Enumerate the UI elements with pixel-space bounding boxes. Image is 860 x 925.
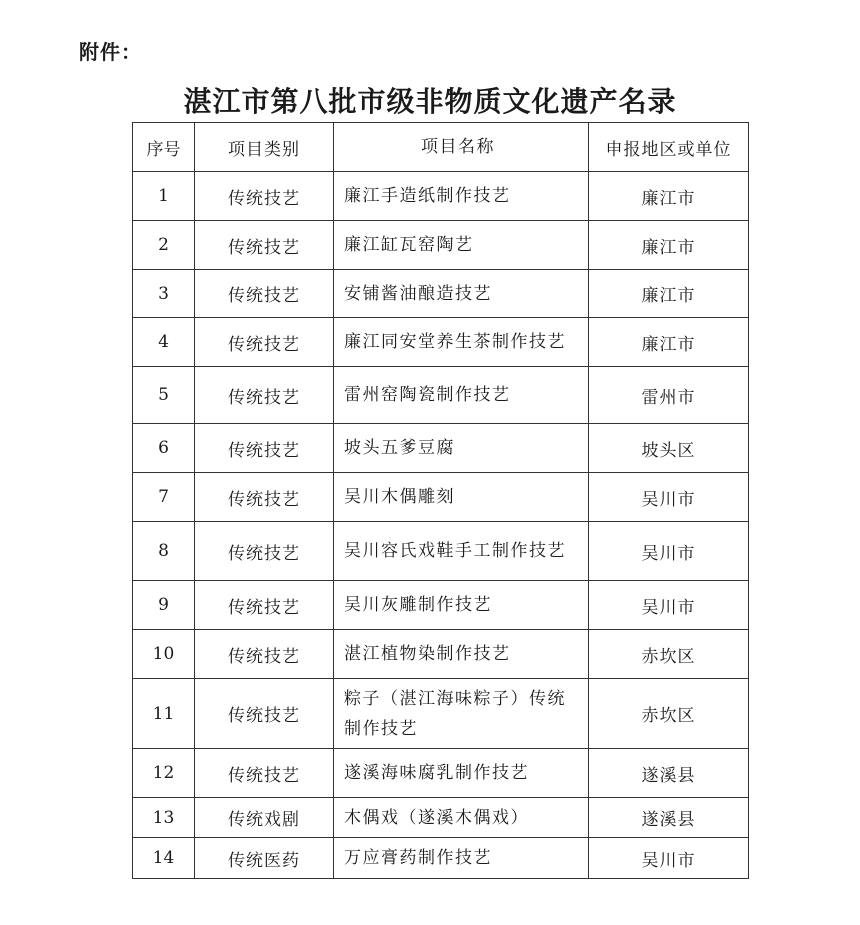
table-row — [133, 838, 749, 879]
row-name: 遂溪海味腐乳制作技艺 — [334, 749, 589, 798]
row-name: 廉江缸瓦窑陶艺 — [334, 221, 589, 270]
table-row — [133, 318, 749, 367]
row-name: 万应膏药制作技艺 — [334, 838, 589, 879]
row-category: 传统技艺 — [195, 473, 334, 522]
table-row — [133, 749, 749, 798]
row-category: 传统技艺 — [195, 679, 334, 749]
row-name: 吴川灰雕制作技艺 — [334, 581, 589, 630]
row-region: 坡头区 — [589, 424, 749, 473]
row-category: 传统技艺 — [195, 270, 334, 318]
row-index: 11 — [133, 679, 195, 749]
row-name: 坡头五爹豆腐 — [334, 424, 589, 473]
table-row — [133, 473, 749, 522]
row-region: 遂溪县 — [589, 798, 749, 838]
row-category: 传统技艺 — [195, 172, 334, 221]
row-name: 吴川容氏戏鞋手工制作技艺 — [334, 522, 589, 581]
row-index: 2 — [133, 221, 195, 270]
row-region: 赤坎区 — [589, 630, 749, 679]
row-region: 廉江市 — [589, 172, 749, 221]
row-category: 传统医药 — [195, 838, 334, 879]
row-category: 传统技艺 — [195, 522, 334, 581]
table-row — [133, 221, 749, 270]
header-index: 序号 — [133, 123, 195, 172]
row-index: 1 — [133, 172, 195, 221]
row-index: 7 — [133, 473, 195, 522]
row-region: 吴川市 — [589, 473, 749, 522]
row-name: 吴川木偶雕刻 — [334, 473, 589, 522]
row-category: 传统技艺 — [195, 221, 334, 270]
row-name: 廉江手造纸制作技艺 — [334, 172, 589, 221]
table-row — [133, 581, 749, 630]
row-category: 传统技艺 — [195, 318, 334, 367]
table-row — [133, 172, 749, 221]
row-index: 12 — [133, 749, 195, 798]
row-index: 5 — [133, 367, 195, 424]
table-row — [133, 367, 749, 424]
row-region: 吴川市 — [589, 838, 749, 879]
row-category: 传统技艺 — [195, 424, 334, 473]
row-region: 吴川市 — [589, 581, 749, 630]
row-index: 3 — [133, 270, 195, 318]
row-region: 赤坎区 — [589, 679, 749, 749]
row-region: 廉江市 — [589, 221, 749, 270]
attachment-label: 附件： — [79, 40, 142, 64]
row-name: 廉江同安堂养生茶制作技艺 — [334, 318, 589, 367]
row-region: 雷州市 — [589, 367, 749, 424]
row-name: 粽子（湛江海味粽子）传统制作技艺 — [334, 679, 589, 749]
row-index: 8 — [133, 522, 195, 581]
header-name: 项目名称 — [334, 123, 589, 172]
header-region: 申报地区或单位 — [589, 123, 749, 172]
row-index: 6 — [133, 424, 195, 473]
document-title: 湛江市第八批市级非物质文化遗产名录 — [183, 85, 677, 118]
table-row — [133, 630, 749, 679]
row-category: 传统技艺 — [195, 630, 334, 679]
row-index: 10 — [133, 630, 195, 679]
row-category: 传统技艺 — [195, 749, 334, 798]
table-row — [133, 424, 749, 473]
row-index: 13 — [133, 798, 195, 838]
heritage-list-table — [132, 122, 749, 879]
table-header-row — [133, 123, 749, 172]
row-index: 4 — [133, 318, 195, 367]
table-row — [133, 270, 749, 318]
table-row — [133, 798, 749, 838]
row-name: 雷州窑陶瓷制作技艺 — [334, 367, 589, 424]
row-category: 传统技艺 — [195, 367, 334, 424]
row-category: 传统技艺 — [195, 581, 334, 630]
row-region: 廉江市 — [589, 270, 749, 318]
row-region: 吴川市 — [589, 522, 749, 581]
row-name: 湛江植物染制作技艺 — [334, 630, 589, 679]
row-region: 遂溪县 — [589, 749, 749, 798]
row-index: 9 — [133, 581, 195, 630]
row-name: 木偶戏（遂溪木偶戏） — [334, 798, 589, 838]
header-category: 项目类别 — [195, 123, 334, 172]
table-row — [133, 522, 749, 581]
row-index: 14 — [133, 838, 195, 879]
row-region: 廉江市 — [589, 318, 749, 367]
row-category: 传统戏剧 — [195, 798, 334, 838]
row-name: 安铺酱油酿造技艺 — [334, 270, 589, 318]
table-row — [133, 679, 749, 749]
